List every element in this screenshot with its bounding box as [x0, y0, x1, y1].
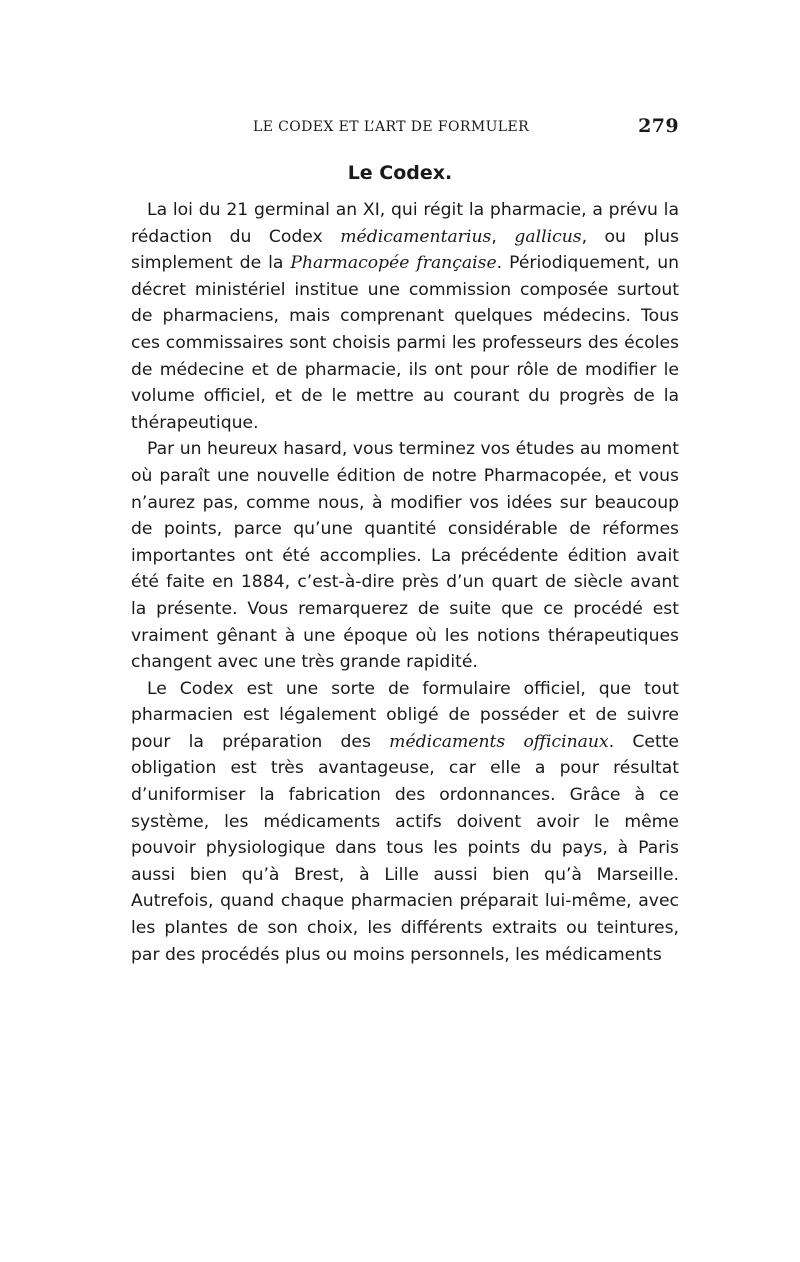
section-title: Le Codex. [347, 162, 453, 184]
paragraph-2: Par un heureux hasard, vous terminez vos études au moment où paraît une nouvelle édition de notre Pharmacopée, et vous n’aurez pas, comme nous, à modifier vos idées sur beaucoup de points, parce qu’une quantité considérable de réformes importantes ont été accomplies. La précédente édition avait été faite en 1884, c’est-à-dire près d’un quart de siècle avant la présente. Vous remarquerez de suite que ce procédé est vraiment gênant à une époque où les notions thérapeutiques changent avec une très grande rapidité. [131, 439, 679, 673]
paragraph-3-text: Le Codex est une sorte de formulaire officiel, que tout pharmacien est légalement obligé de posséder et de suivre pour la préparation des [131, 678, 679, 752]
paragraph-1-text: . Périodiquement, un décret ministériel institue une commission composée surtout de pharmaciens, mais comprenant quelques médecins. Tous ces commissaires sont choisis parmi les professeurs des écoles de médecine et de pharmacie, ils ont pour rôle de modifier le volume officiel, et de le mettre au courant du progrès de la thérapeutique. [131, 253, 679, 433]
italic-term: médicamentarius [340, 226, 492, 247]
italic-term: médicaments officinaux [389, 731, 609, 752]
italic-term: Pharmacopée française [290, 253, 497, 274]
running-head [253, 117, 679, 139]
paragraph-1-text: , [491, 226, 515, 247]
italic-term: gallicus [514, 226, 582, 247]
paragraph-1-text: , ou plus simplement de la [131, 226, 679, 274]
paragraph-3-text: . Cette obligation est très avantageuse, car elle a pour résultat d’uniformiser la fabrication des ordonnances. Grâce à ce système, les médicaments actifs doivent avoir le même pouvoir physiologique dans tous les points du pays, à Paris aussi bien qu’à Brest, à Lille aussi bien qu’à Marseille. Autrefois, quand chaque pharmacien préparait lui-même, avec les plantes de son choix, les différents extraits ou teintures, par des procédés plus ou moins personnels, les médicaments [131, 731, 680, 965]
paragraph-1-text: La loi du 21 germinal an XI, qui régit la pharmacie, a prévu la rédaction du Codex [131, 200, 679, 247]
page-number: 279 [638, 115, 679, 137]
paragraph-1 [131, 197, 679, 436]
body-text [131, 197, 679, 968]
running-head-title: LE CODEX ET L’ART DE FORMULER [253, 119, 530, 135]
paragraph-3 [131, 676, 679, 969]
